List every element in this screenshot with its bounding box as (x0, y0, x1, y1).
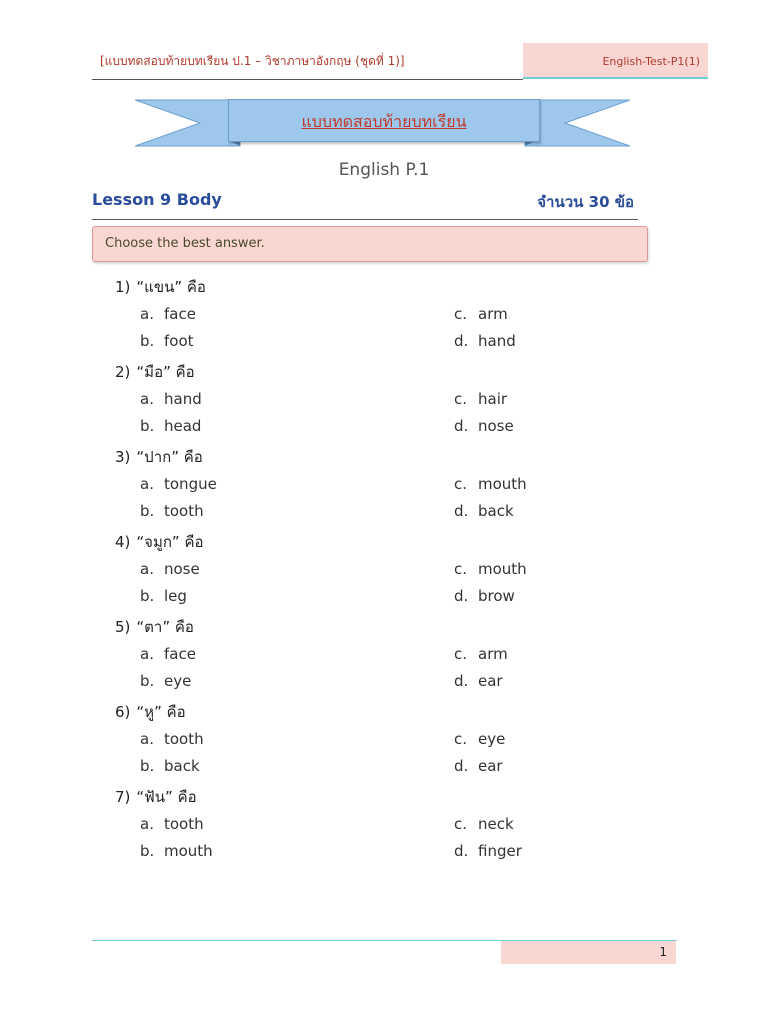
option-text: brow (478, 587, 515, 605)
banner-title: แบบทดสอบท้ายบทเรียน (301, 112, 467, 131)
option-text: face (164, 305, 196, 323)
option-a[interactable] (140, 645, 196, 663)
option-letter: d. (454, 672, 469, 690)
option-a[interactable] (140, 305, 196, 323)
question-word: “มือ” คือ (136, 363, 195, 381)
option-b[interactable] (140, 842, 213, 860)
option-c[interactable] (454, 815, 514, 833)
banner (228, 99, 540, 142)
option-text: face (164, 645, 196, 663)
option-letter: c. (454, 730, 468, 748)
question-2 (115, 360, 195, 388)
header-code: English-Test-P1(1) (602, 55, 700, 68)
option-b[interactable] (140, 417, 201, 435)
option-letter: a. (140, 730, 154, 748)
option-text: nose (164, 560, 200, 578)
option-d[interactable] (454, 332, 516, 350)
option-letter: d. (454, 332, 469, 350)
question-count: จำนวน 30 ข้อ (537, 193, 634, 211)
question-number: 5) (115, 618, 131, 636)
option-text: hand (164, 390, 202, 408)
option-text: tooth (164, 730, 204, 748)
question-word: “ฟัน” คือ (136, 788, 197, 806)
option-c[interactable] (454, 475, 527, 493)
option-c[interactable] (454, 730, 505, 748)
option-a[interactable] (140, 390, 202, 408)
option-a[interactable] (140, 560, 200, 578)
option-letter: b. (140, 417, 155, 435)
question-number: 2) (115, 363, 131, 381)
question-5 (115, 615, 194, 643)
lesson-title: Lesson 9 Body (92, 190, 222, 209)
question-word: “ปาก” คือ (136, 448, 203, 466)
question-3 (115, 445, 203, 473)
option-d[interactable] (454, 672, 503, 690)
option-letter: a. (140, 560, 154, 578)
subtitle: English P.1 (338, 160, 430, 180)
option-text: hair (478, 390, 508, 408)
question-word: “ตา” คือ (136, 618, 194, 636)
option-letter: a. (140, 390, 154, 408)
page-number: 1 (659, 945, 667, 959)
option-text: tooth (164, 502, 204, 520)
question-number: 3) (115, 448, 131, 466)
option-text: tongue (164, 475, 217, 493)
option-letter: d. (454, 502, 469, 520)
option-text: mouth (478, 475, 527, 493)
instruction-box (92, 226, 648, 262)
question-number: 4) (115, 533, 131, 551)
option-text: eye (478, 730, 506, 748)
option-a[interactable] (140, 475, 217, 493)
instruction-text: Choose the best answer. (105, 236, 265, 251)
question-number: 7) (115, 788, 131, 806)
option-b[interactable] (140, 502, 204, 520)
option-text: arm (478, 645, 508, 663)
option-text: leg (164, 587, 187, 605)
option-letter: b. (140, 672, 155, 690)
question-word: “แขน” คือ (136, 278, 206, 296)
header-code-box (523, 43, 708, 79)
option-b[interactable] (140, 587, 187, 605)
question-7 (115, 785, 197, 813)
question-1 (115, 275, 206, 303)
option-text: eye (164, 672, 192, 690)
option-a[interactable] (140, 815, 204, 833)
option-c[interactable] (454, 390, 507, 408)
option-letter: d. (454, 842, 469, 860)
option-text: foot (164, 332, 194, 350)
question-number: 6) (115, 703, 131, 721)
option-text: mouth (478, 560, 527, 578)
option-letter: c. (454, 305, 468, 323)
option-a[interactable] (140, 730, 204, 748)
option-d[interactable] (454, 757, 503, 775)
option-letter: a. (140, 305, 154, 323)
question-word: “หู” คือ (136, 703, 186, 721)
option-b[interactable] (140, 332, 194, 350)
footer-box (501, 941, 676, 964)
option-text: mouth (164, 842, 213, 860)
option-letter: b. (140, 332, 155, 350)
option-letter: c. (454, 815, 468, 833)
option-letter: b. (140, 757, 155, 775)
header-rule (92, 79, 523, 80)
option-d[interactable] (454, 842, 522, 860)
option-c[interactable] (454, 645, 508, 663)
option-d[interactable] (454, 502, 514, 520)
option-letter: d. (454, 587, 469, 605)
question-4 (115, 530, 204, 558)
option-letter: b. (140, 587, 155, 605)
option-text: finger (478, 842, 522, 860)
option-letter: c. (454, 390, 468, 408)
option-b[interactable] (140, 757, 200, 775)
header-title: [แบบทดสอบท้ายบทเรียน ป.1 – วิชาภาษาอังกฤษ (ชุดที่ 1)] (100, 54, 405, 68)
option-text: back (164, 757, 200, 775)
option-letter: a. (140, 645, 154, 663)
option-c[interactable] (454, 305, 508, 323)
option-letter: d. (454, 417, 469, 435)
option-d[interactable] (454, 587, 515, 605)
option-text: hand (478, 332, 516, 350)
option-letter: a. (140, 475, 154, 493)
option-letter: c. (454, 560, 468, 578)
lesson-rule (92, 219, 638, 220)
option-letter: c. (454, 645, 468, 663)
option-text: head (164, 417, 202, 435)
option-c[interactable] (454, 560, 527, 578)
option-text: back (478, 502, 514, 520)
option-text: neck (478, 815, 514, 833)
option-letter: d. (454, 757, 469, 775)
option-letter: b. (140, 502, 155, 520)
option-letter: c. (454, 475, 468, 493)
option-letter: a. (140, 815, 154, 833)
option-text: ear (478, 757, 503, 775)
option-b[interactable] (140, 672, 191, 690)
question-6 (115, 700, 186, 728)
option-text: ear (478, 672, 503, 690)
option-text: arm (478, 305, 508, 323)
question-word: “จมูก” คือ (136, 533, 204, 551)
option-text: nose (478, 417, 514, 435)
option-text: tooth (164, 815, 204, 833)
option-letter: b. (140, 842, 155, 860)
option-d[interactable] (454, 417, 514, 435)
question-number: 1) (115, 278, 131, 296)
